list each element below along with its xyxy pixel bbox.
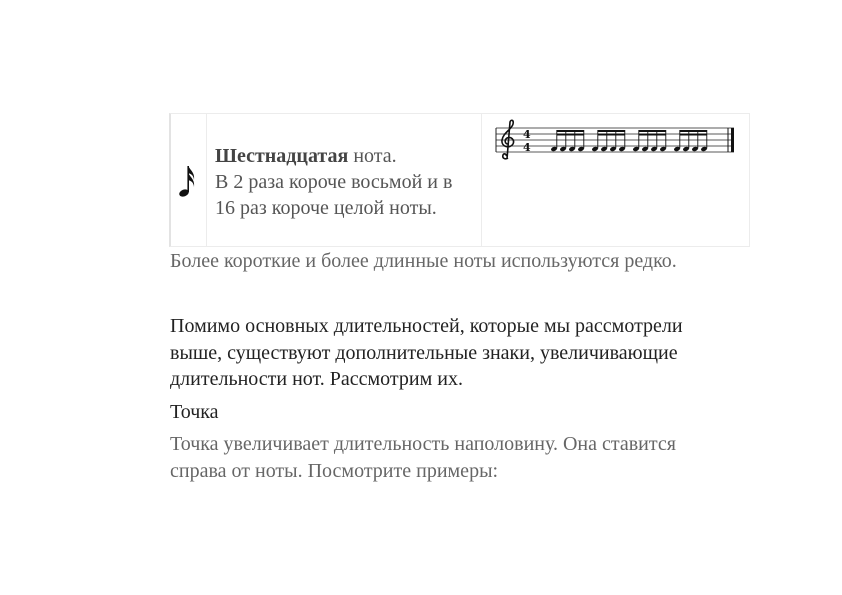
note-icon-cell bbox=[171, 114, 207, 246]
note-beam bbox=[598, 134, 625, 136]
note-beam bbox=[639, 130, 666, 132]
note-duration-table bbox=[169, 113, 750, 247]
time-signature-top: 4 bbox=[523, 128, 531, 141]
note-beam bbox=[639, 134, 666, 136]
paragraph-dot-explanation: Точка увеличивает длительность наполовину. Она ставится справа от ноты. Посмотрите примеры: bbox=[170, 433, 676, 482]
note-beam bbox=[680, 130, 707, 132]
paragraph-additional-signs: Помимо основных длительностей, которые мы рассмотрели выше, существуют дополнительные знаки, увеличивающие длительности нот. Рассмотрим их. bbox=[170, 315, 683, 390]
music-staff bbox=[494, 118, 744, 162]
note-beam bbox=[680, 134, 707, 136]
note-beam bbox=[557, 134, 584, 136]
note-beam bbox=[598, 130, 625, 132]
paragraph-rare-notes: Более короткие и более длинные ноты используются редко. bbox=[170, 250, 677, 272]
time-signature-bottom: 4 bbox=[523, 141, 531, 154]
note-description bbox=[215, 143, 477, 221]
note-description-cell bbox=[207, 114, 482, 246]
sixteenth-note-icon bbox=[177, 164, 199, 200]
section-heading-dot: Точка bbox=[170, 401, 219, 423]
note-name: Шестнадцатая bbox=[215, 145, 349, 167]
staff-example-cell bbox=[482, 114, 749, 246]
sixteenth-notes bbox=[550, 130, 707, 152]
note-explanation: В 2 раза короче восьмой и в 16 раз короче целой ноты. bbox=[215, 171, 453, 219]
note-beam bbox=[557, 130, 584, 132]
note-name-suffix: нота. bbox=[348, 145, 397, 167]
